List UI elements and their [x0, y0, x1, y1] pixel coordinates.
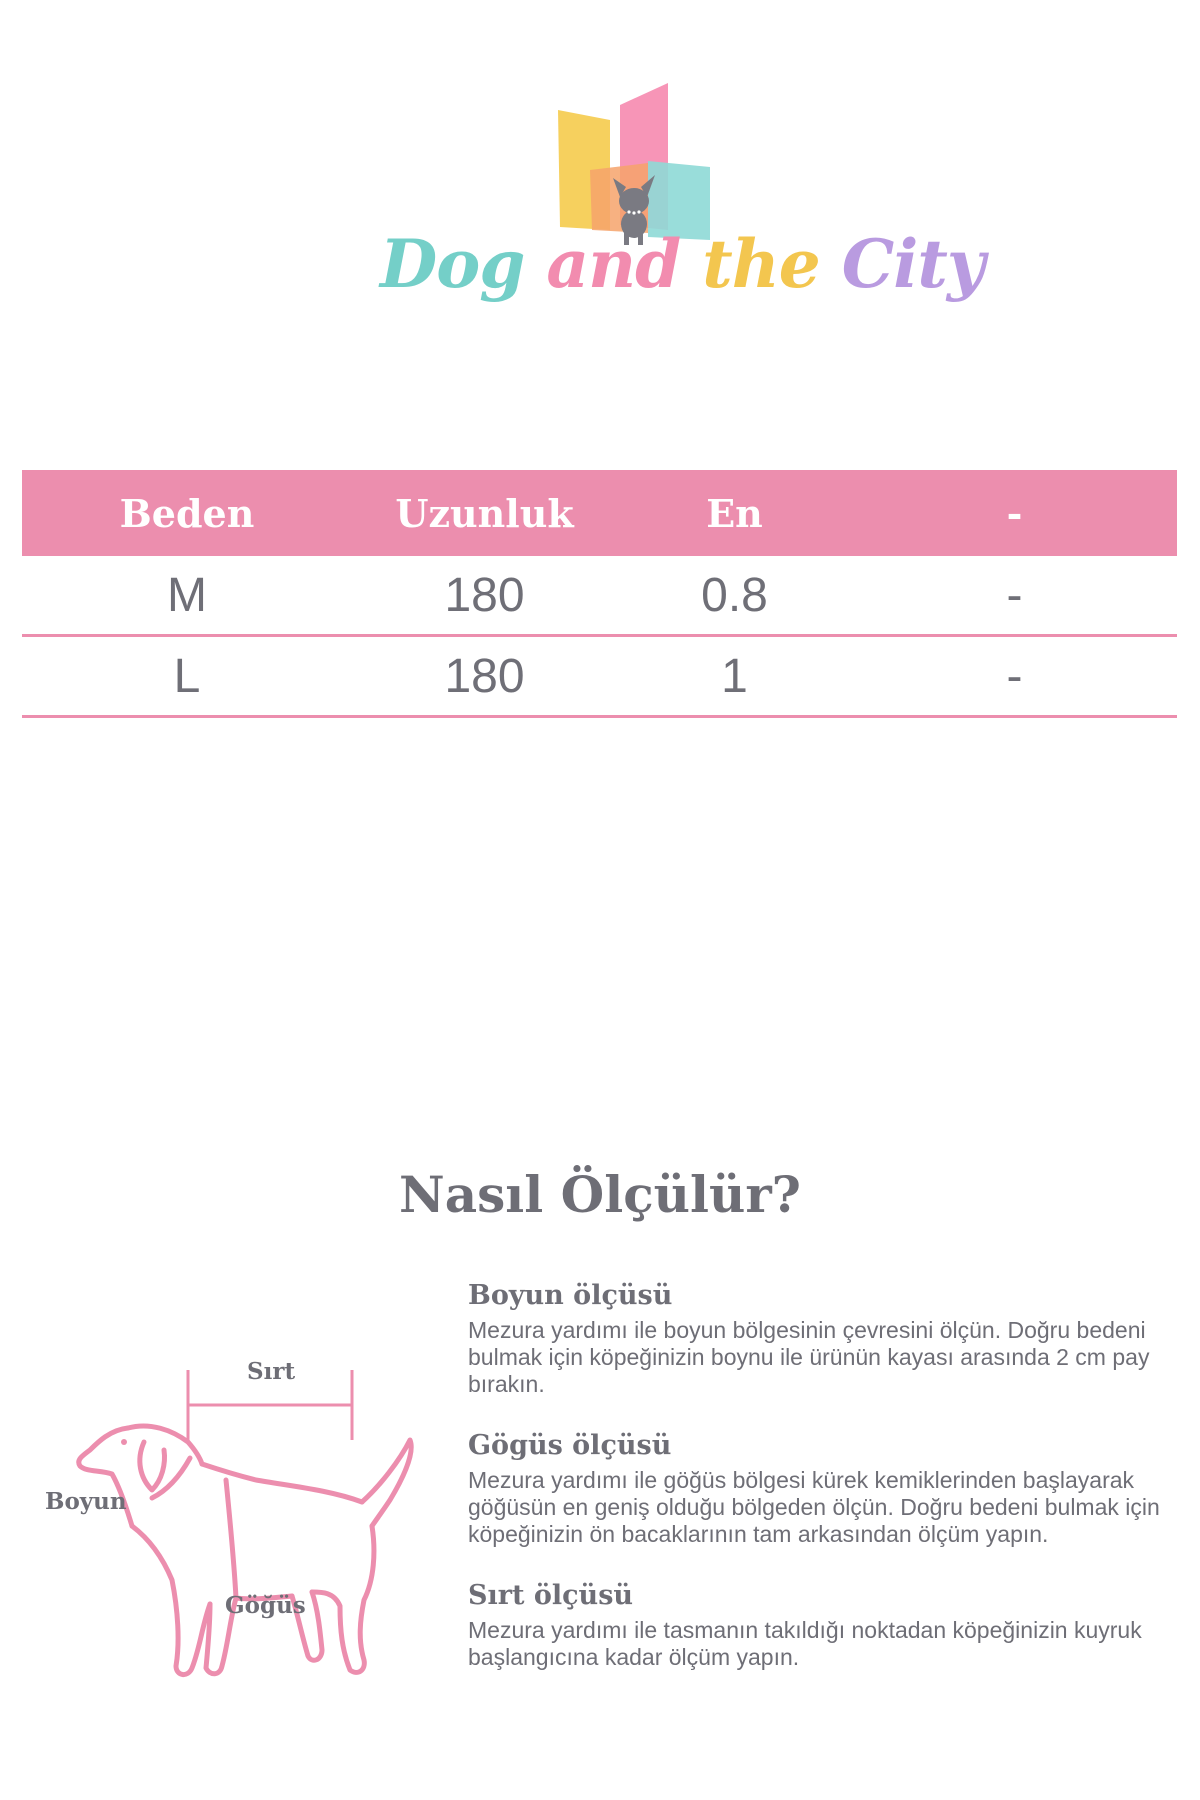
size-table-header: [22, 470, 1177, 556]
header-beden: Beden: [119, 490, 255, 536]
measure-title: Nasıl Ölçülür?: [399, 1165, 801, 1224]
brand-wordmark: [380, 225, 985, 303]
cell-length: 180: [444, 649, 525, 703]
size-table: [22, 470, 1177, 718]
header-en: En: [706, 490, 763, 536]
city-skyline-logo-graphic: [380, 75, 860, 245]
instruction-text: Mezura yardımı ile boyun bölgesinin çevresini ölçün. Doğru bedeni bulmak için köpeğinizin boynu ile ürünün kayası arasında 2 cm pay bırakın.: [468, 1317, 1150, 1397]
instruction-back: [468, 1580, 1168, 1671]
logo-word-city: City: [841, 225, 985, 303]
cell-size: L: [173, 649, 201, 703]
cell-size: M: [167, 568, 207, 622]
cell-extra: -: [1006, 649, 1023, 703]
dog-measurement-figure: [40, 1330, 430, 1710]
dog-outline-icon: [40, 1330, 430, 1710]
instruction-chest: [468, 1430, 1168, 1548]
instruction-text: Mezura yardımı ile göğüs bölgesi kürek kemiklerinden başlayarak göğüsün en geniş olduğu bölgeden ölçün. Doğru bedeni bulmak için köpeğinizin ön bacaklarının tam arkasından ölçüm yapın.: [468, 1467, 1160, 1547]
instruction-neck: [468, 1280, 1168, 1398]
cell-width: 1: [721, 649, 748, 703]
instruction-title: Sırt ölçüsü: [468, 1580, 634, 1611]
logo-word-dog: Dog: [380, 225, 525, 303]
instruction-title: Gögüs ölçüsü: [468, 1430, 672, 1461]
instruction-text: Mezura yardımı ile tasmanın takıldığı noktadan köpeğinizin kuyruk başlangıcına kadar ölçüm yapın.: [468, 1617, 1142, 1670]
instruction-title: Boyun ölçüsü: [468, 1280, 673, 1311]
table-row: [22, 556, 1177, 637]
cell-length: 180: [444, 568, 525, 622]
logo-word-the: the: [702, 225, 820, 303]
figure-label-boyun: Boyun: [45, 1488, 127, 1515]
figure-label-gogus: Göğüs: [225, 1592, 306, 1619]
brand-logo: [380, 75, 985, 345]
cell-width: 0.8: [701, 568, 768, 622]
logo-word-and: and: [546, 225, 681, 303]
measurement-instructions: [468, 1280, 1168, 1703]
dog-outline: [79, 1426, 411, 1675]
figure-label-sirt: Sırt: [247, 1358, 296, 1385]
header-uzunluk: Uzunluk: [395, 490, 574, 536]
table-row: [22, 637, 1177, 718]
cell-extra: -: [1006, 568, 1023, 622]
header-extra: -: [1006, 490, 1023, 536]
dog-eye: [121, 1439, 127, 1445]
